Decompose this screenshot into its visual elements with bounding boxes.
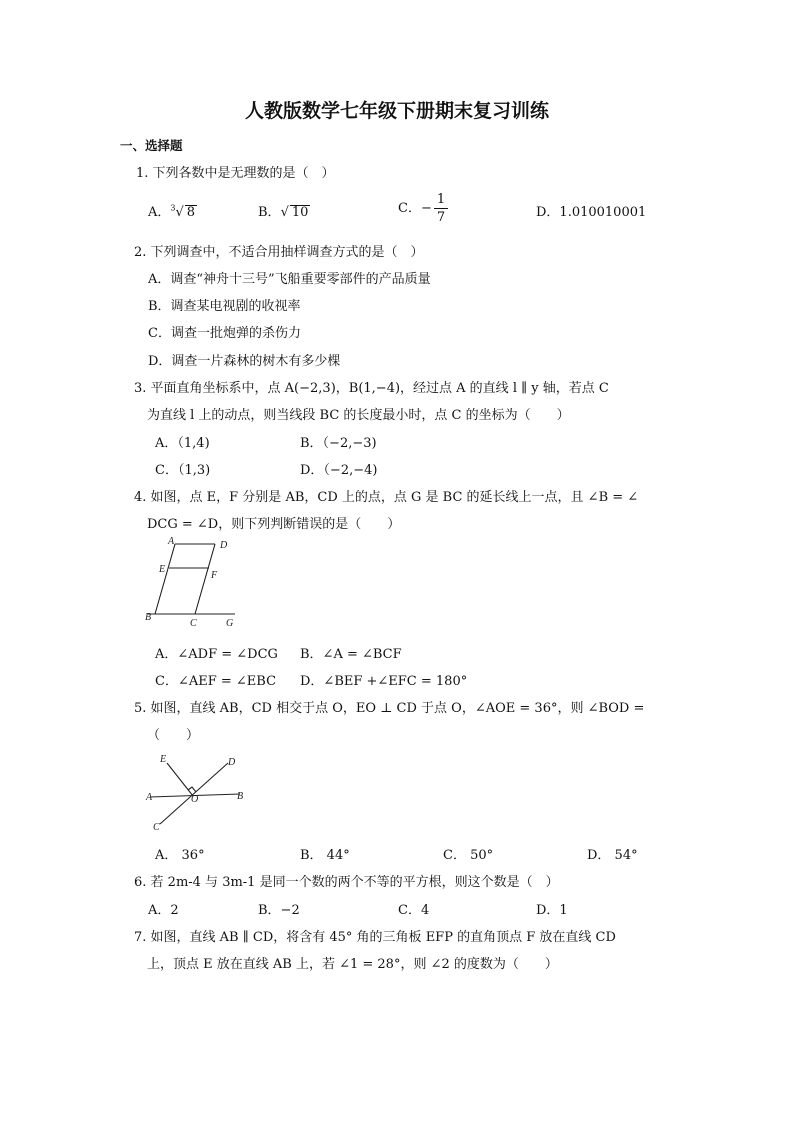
q5-label-a: A [146, 792, 153, 803]
q5-option-d: D． 54° [587, 848, 638, 863]
q4-label-c: C [190, 618, 197, 629]
q4-option-b: B．∠A = ∠BCF [300, 647, 402, 662]
q2-option-d: D．调查一片森林的树木有多少棵 [148, 354, 341, 369]
q1-option-b-radicand: 10 [291, 205, 309, 220]
q5-option-b: B． 44° [300, 848, 350, 863]
q6-option-b: B．−2 [258, 903, 300, 918]
q4-label-f: F [211, 570, 218, 581]
question-5-line-1: 5. 如图，直线 AB，CD 相交于点 O，EO ⊥ CD 于点 O，∠AOE = 36°，则 ∠BOD = [134, 701, 645, 716]
question-1-stem: 1. 下列各数中是无理数的是（ ） [136, 166, 335, 181]
q3-option-a: A．（1,4) [155, 436, 210, 451]
question-3-line-1: 3. 平面直角坐标系中，点 A(−2,3)，B(1,−4)，经过点 A 的直线 l ∥ y 轴，若点 C [134, 381, 609, 396]
q1-option-a: A．$^3$√ 8 [148, 203, 196, 220]
q4-label-a: A [168, 536, 175, 547]
q1-option-a-index: 3 [170, 203, 176, 213]
q4-parallelogram-figure [140, 536, 250, 631]
q4-option-a: A．∠ADF = ∠DCG [155, 647, 278, 662]
question-4-line-1: 4. 如图，点 E，F 分别是 AB，CD 上的点，点 G 是 BC 的延长线上一点，且 ∠B = ∠ [134, 490, 639, 505]
q3-option-b: B．（−2,−3) [300, 436, 377, 451]
q5-label-e: E [160, 754, 167, 765]
q1-option-c-denominator: 7 [436, 210, 446, 225]
q4-option-d: D．∠BEF +∠EFC = 180° [300, 674, 468, 689]
question-7-line-2: 上，顶点 E 放在直线 AB 上，若 ∠1 = 28°，则 ∠2 的度数为（ ） [147, 957, 558, 972]
q1-option-c-fraction [434, 191, 448, 226]
question-7-line-1: 7. 如图，直线 AB ∥ CD，将含有 45° 角的三角板 EFP 的直角顶点 F 放在直线 CD [134, 930, 616, 945]
q3-option-c: C．（1,3) [155, 463, 211, 478]
q3-option-d: D．（−2,−4) [300, 463, 378, 478]
q4-label-g: G [226, 618, 234, 629]
document-title: 人教版数学七年级下册期末复习训练 [244, 100, 549, 122]
q2-option-a: A．调查“神舟十三号”飞船重要零部件的产品质量 [148, 272, 431, 287]
q6-option-d: D．1 [536, 903, 568, 918]
q4-segment-ab [155, 544, 175, 614]
q6-option-c: C．4 [398, 903, 430, 918]
q4-option-c: C．∠AEF = ∠EBC [155, 674, 277, 689]
q5-intersecting-lines-figure [140, 750, 255, 835]
section-heading: 一、选择题 [120, 138, 183, 153]
q1-option-b-label: B． [258, 205, 281, 220]
q1-option-a-label: A． [148, 205, 171, 220]
q4-label-b: B [145, 612, 152, 623]
question-6-stem: 6. 若 2m-4 与 3m-1 是同一个数的两个不等的平方根，则这个数是（ ） [134, 875, 559, 890]
q5-label-o: O [191, 794, 199, 805]
q5-label-b: B [237, 791, 244, 802]
q2-option-b: B．调查某电视剧的收视率 [148, 299, 301, 314]
q5-ray-oe [167, 763, 193, 796]
question-5-line-2: （ ） [147, 728, 200, 743]
q1-option-b: B．√ 10 [258, 205, 309, 220]
q2-option-c: C．调查一批炮弹的杀伤力 [148, 326, 301, 341]
q1-option-c-label: C．− [398, 201, 432, 216]
question-4-line-2: DCG = ∠D，则下列判断错误的是（ ） [147, 517, 401, 532]
q4-label-e: E [159, 564, 166, 575]
q1-option-c-numerator: 1 [434, 191, 448, 209]
q1-option-a-radicand: 8 [186, 205, 196, 220]
q5-label-d: D [228, 757, 236, 768]
q4-label-d: D [220, 540, 228, 551]
q1-option-d: D．1.010010001 [536, 205, 647, 220]
q5-option-c: C． 50° [443, 848, 494, 863]
q6-option-a: A．2 [148, 903, 179, 918]
question-3-line-2: 为直线 l 上的动点，则当线段 BC 的长度最小时，点 C 的坐标为（ ） [147, 408, 570, 423]
q5-label-c: C [153, 822, 160, 833]
question-2-stem: 2. 下列调查中，不适合用抽样调查方式的是（ ） [134, 245, 424, 260]
q1-option-c [398, 191, 448, 226]
q5-option-a: A． 36° [155, 848, 205, 863]
